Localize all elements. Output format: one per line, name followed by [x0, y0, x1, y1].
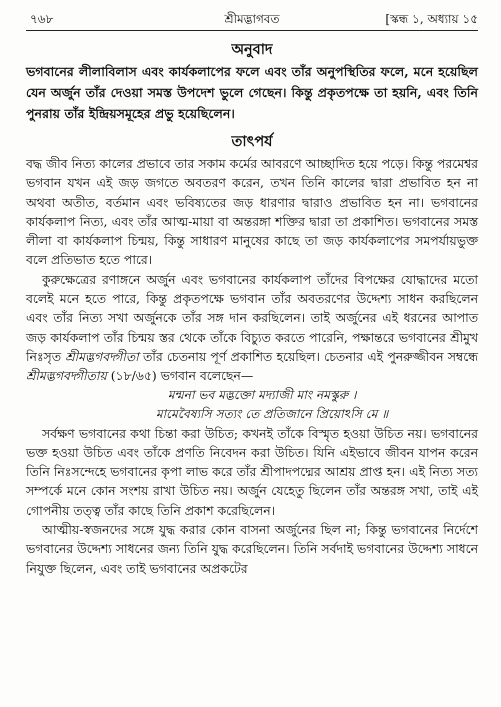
book-page — [26, 8, 478, 578]
purport-heading: তাৎপর্য — [231, 133, 273, 150]
sanskrit-verse-line-1: মন্মনা ভব মদ্ভক্তো মদ্যাজী মাং নমস্কুরু । — [167, 387, 357, 402]
page-header — [26, 8, 478, 31]
gita-verse-reference: শ্রীমদ্ভগবদ্গীতায় — [26, 368, 107, 384]
purport-body — [26, 154, 478, 578]
sanskrit-verse-line-2: মামেবৈষ্যসি সত্যং তে প্রতিজানে প্রিয়োঽসি মে ॥ — [155, 406, 389, 421]
paragraph-2-text: কুরুক্ষেত্রের রণাঙ্গনে অর্জুন এবং ভগবানের কার্যকলাপ তাঁদের বিপক্ষের যোদ্ধাদের মতো বলেই মনে হতে পারে, কিন্তু প্রকৃতপক্ষে ভগবান তাঁর অবতরণের উদ্দেশ্য সাধন করছিলেন এবং তাঁর নিত্য সখা অর্জুনকে তাঁর সঙ্গ দান করছিলেন। তাই অর্জুনের এই ধরনের আপাত জড় কার্যকলাপ তাঁর চিন্ময় স্তর থেকে তাঁকে বিচ্যুত করতে পারেনি, পক্ষান্তরে ভগবানের শ্রীমুখ নিঃসৃত — [26, 271, 478, 364]
translation-heading: অনুবাদ — [231, 41, 273, 58]
paragraph-2-middle: তাঁর চেতনায় পূর্ণ প্রকাশিত হয়েছিল। চেতনার এই পুনরুজ্জীবন সম্বন্ধে — [142, 348, 478, 364]
page-number: ৭৬৮ — [30, 12, 54, 26]
purport-paragraph-3: সর্বক্ষণ ভগবানের কথা চিন্তা করা উচিত; কখনই তাঁকে বিস্মৃত হওয়া উচিত নয়। ভগবানের ভক্ত হওয়া উচিত এবং তাঁকে প্রণতি নিবেদন করা উচিত। যিনি এইভাবে জীবন যাপন করেন তিনি নিঃসন্দেহে ভগবানের কৃপা লাভ করে তাঁর শ্রীপাদপদ্মের আশ্রয় প্রাপ্ত হন। এই নিত্য সত্য সম্পর্কে মনে কোন সংশয় রাখা উচিত নয়। অর্জুন যেহেতু ছিলেন তাঁর অন্তরঙ্গ সখা, তাই এই গোপনীয় তত্ত্ব তাঁর কাছে তিনি প্রকাশ করেছিলেন। — [26, 425, 478, 518]
gita-title-reference: শ্রীমদ্ভগবদ্গীতা — [65, 348, 139, 364]
purport-paragraph-1: বদ্ধ জীব নিত্য কালের প্রভাবে তার সকাম কর্মের আবরণে আচ্ছাদিত হয়ে পড়ে। কিন্তু পরমেশ্বর ভগবান যখন এই জড় জগতে অবতরণ করেন, তখন তিনি কালের দ্বারা প্রভাবিত হন না অথবা অতীত, বর্তমান এবং ভবিষ্যতের জড় ধারণার দ্বারাও প্রভাবিত হন না। ভগবানের কার্যকলাপ নিত্য, এবং তাঁর আত্ম-মায়া বা অন্তরঙ্গা শক্তির দ্বারা তা প্রকাশিত। ভগবানের সমস্ত লীলা বা কার্যকলাপ চিন্ময়, কিন্তু সাধারণ মানুষের কাছে তা জড় কার্যকলাপের সমপর্যায়ভুক্ত বলে প্রতিভাত হতে পারে। — [26, 156, 478, 268]
translation-text: ভগবানের লীলাবিলাস এবং কার্যকলাপের ফলে এবং তাঁর অনুপস্থিতির ফলে, মনে হয়েছিল যেন অর্জুন তাঁর দেওয়া সমস্ত উপদেশ ভুলে গেছেন। কিন্তু প্রকৃতপক্ষে তা হয়নি, এবং তিনি পুনরায় তাঁর ইন্দ্রিয়সমূহের প্রভু হয়েছিলেন। — [26, 64, 478, 121]
book-title: শ্রীমদ্ভাগবত — [224, 12, 280, 26]
chapter-reference: [স্কন্ধ ১, অধ্যায় ১৫ — [385, 12, 478, 26]
purport-paragraph-2 — [26, 270, 478, 386]
purport-paragraph-4: আত্মীয়-স্বজনদের সঙ্গে যুদ্ধ করার কোন বাসনা অর্জুনের ছিল না; কিন্তু ভগবানের নির্দেশে ভগবানের উদ্দেশ্য সাধনের জন্য তিনি যুদ্ধ করেছিলেন। তিনি সর্বদাই ভগবানের উদ্দেশ্য সাধনে নিযুক্ত ছিলেন, এবং তাই ভগবানের অপ্রকটের — [26, 522, 478, 576]
paragraph-2-end: (১৮/৬৫) ভগবান বলেছেন— — [110, 368, 254, 384]
